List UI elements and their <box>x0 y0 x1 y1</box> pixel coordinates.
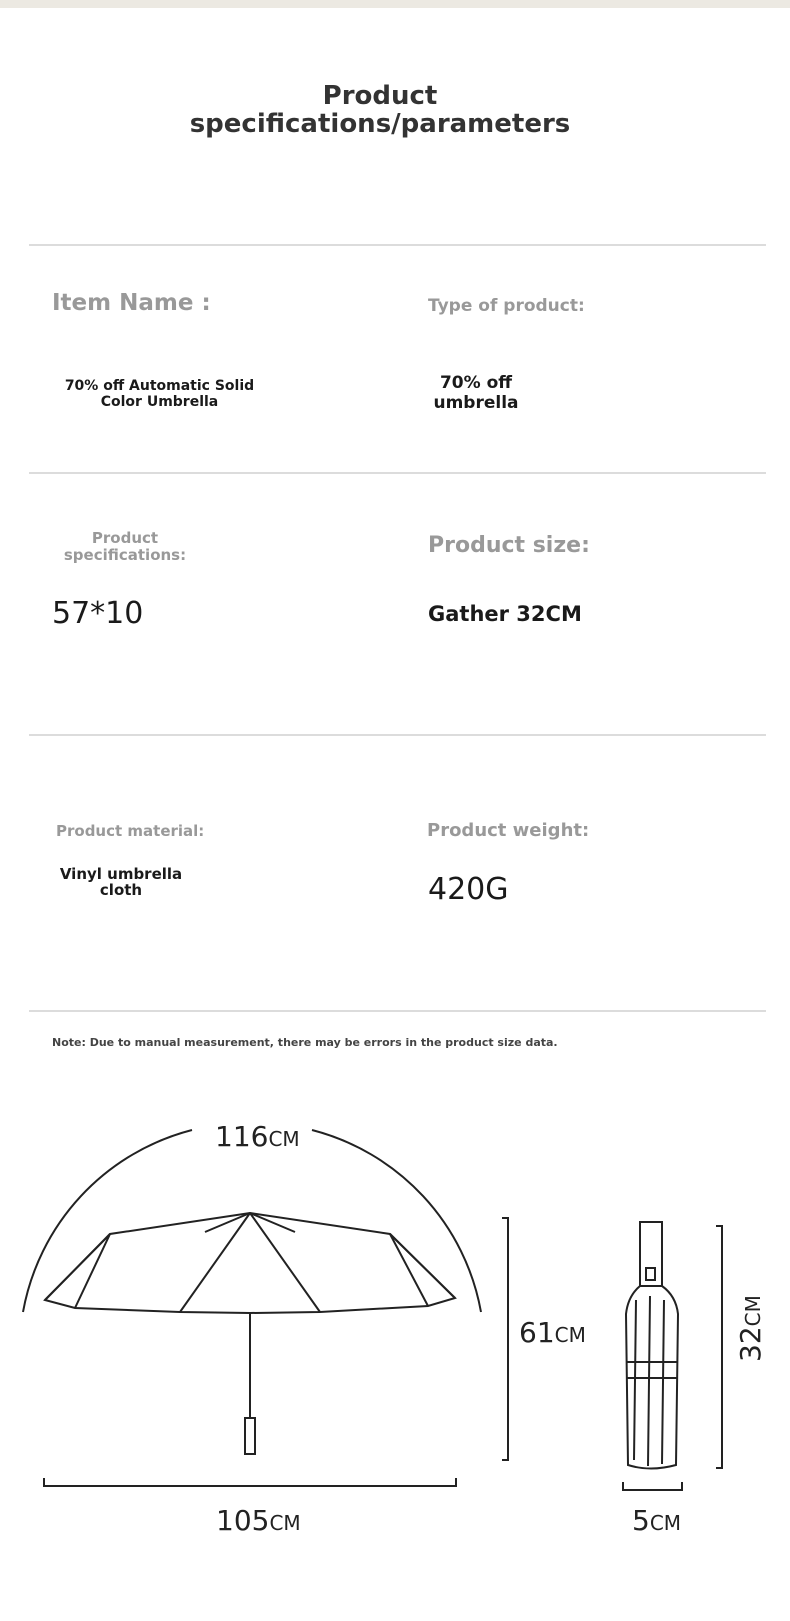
specifications-value: 57*10 <box>52 596 144 631</box>
product-size-value: Gather 32CM <box>428 602 582 626</box>
page-title: Product specifications/parameters <box>189 81 571 139</box>
open-height-dimension-label: 61CM <box>519 1316 586 1349</box>
open-umbrella-icon <box>45 1213 455 1313</box>
closed-umbrella-icon <box>640 1222 662 1286</box>
open-width-dimension-label: 105CM <box>216 1504 301 1537</box>
product-size-label: Product size: <box>428 533 590 558</box>
closed-length-dimension-label: 32CM <box>734 1295 767 1362</box>
product-material-label: Product material: <box>56 822 205 840</box>
divider <box>29 472 766 474</box>
top-band <box>0 0 790 8</box>
arc-dimension-label: 116CM <box>215 1120 300 1153</box>
divider <box>29 244 766 246</box>
umbrella-dimension-diagram <box>0 1100 790 1560</box>
closed-width-dimension-label: 5CM <box>632 1504 682 1537</box>
divider <box>29 1010 766 1012</box>
arc-left <box>23 1130 192 1312</box>
arc-right <box>312 1130 481 1312</box>
product-weight-label: Product weight: <box>427 820 590 841</box>
product-weight-value: 420G <box>428 872 509 907</box>
item-name-value: 70% off Automatic Solid Color Umbrella <box>64 378 255 410</box>
type-of-product-value: 70% off umbrella <box>433 373 519 413</box>
product-material-value: Vinyl umbrella cloth <box>59 865 183 899</box>
type-of-product-label: Type of product: <box>428 296 585 316</box>
measurement-note: Note: Due to manual measurement, there may be errors in the product size data. <box>52 1036 558 1049</box>
item-name-label: Item Name : <box>52 290 211 316</box>
specifications-label: Product specifications: <box>63 529 187 564</box>
divider <box>29 734 766 736</box>
